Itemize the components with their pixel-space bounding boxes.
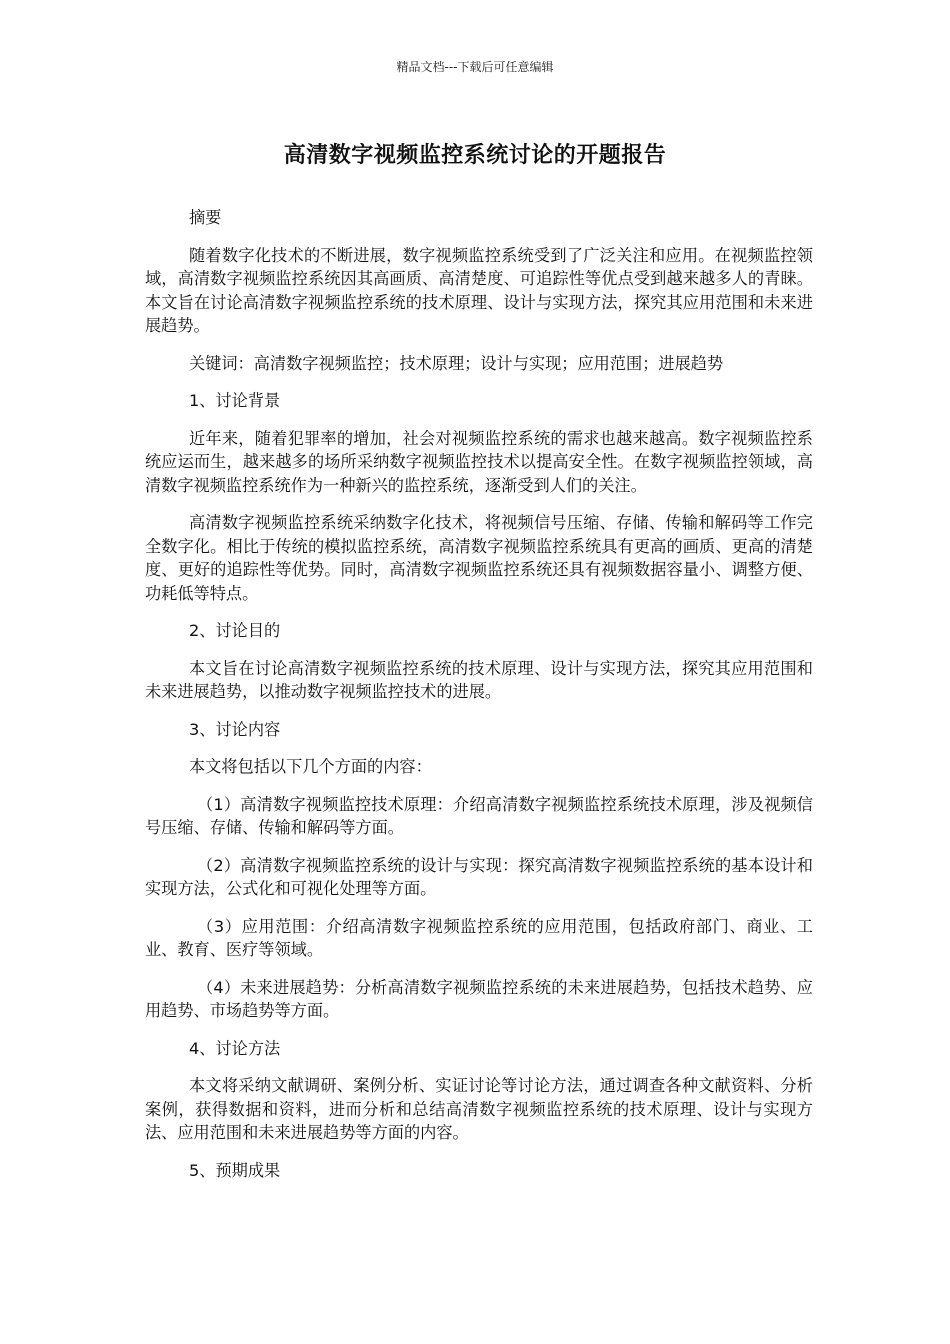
background-paragraph-1: 近年来，随着犯罪率的增加，社会对视频监控系统的需求也越来越高。数字视频监控系统应运而生，越来越多的场所采纳数字视频监控技术以提高安全性。在数字视频监控领域，高清数字视频监控系统作为一种新兴的监控系统，逐渐受到人们的关注。 (145, 428, 813, 495)
section-heading-method: 4、讨论方法 (189, 1038, 281, 1058)
abstract-paragraph: 随着数字化技术的不断进展，数字视频监控系统受到了广泛关注和应用。在视频监控领域，高清数字视频监控系统因其高画质、高清楚度、可追踪性等优点受到越来越多人的青睐。本文旨在讨论高清数字视频监控系统的技术原理、设计与实现方法，探究其应用范围和未来进展趋势。 (145, 245, 813, 335)
content-item-4: （4）未来进展趋势：分析高清数字视频监控系统的未来进展趋势，包括技术趋势、应用趋势、市场趋势等方面。 (145, 977, 813, 1020)
section-heading-background: 1、讨论背景 (189, 391, 281, 410)
content-item-2: （2）高清数字视频监控系统的设计与实现：探究高清数字视频监控系统的基本设计和实现方法，公式化和可视化处理等方面。 (145, 855, 813, 898)
purpose-paragraph: 本文旨在讨论高清数字视频监控系统的技术原理、设计与实现方法，探究其应用范围和未来进展趋势，以推动数字视频监控技术的进展。 (145, 658, 813, 701)
method-paragraph: 本文将采纳文献调研、案例分析、实证讨论等讨论方法，通过调查各种文献资料、分析案例，获得数据和资料，进而分析和总结高清数字视频监控系统的技术原理、设计与实现方法、应用范围和未来进展趋势等方面的内容。 (145, 1076, 813, 1142)
content-item-3: （3）应用范围：介绍高清数字视频监控系统的应用范围，包括政府部门、商业、工业、教育、医疗等领域。 (145, 916, 813, 959)
abstract-heading: 摘要 (189, 208, 222, 227)
header-note: 精品文档---下载后可任意编辑 (396, 60, 554, 74)
keywords: 关键词：高清数字视频监控；技术原理；设计与实现；应用范围；进展趋势 (189, 353, 724, 373)
document-body (145, 206, 813, 1196)
background-paragraph-2: 高清数字视频监控系统采纳数字化技术，将视频信号压缩、存储、传输和解码等工作完全数字化。相比于传统的模拟监控系统，高清数字视频监控系统具有更高的画质、更高的清楚度、更好的追踪性等优势。同时，高清数字视频监控系统还具有视频数据容量小、调整方便、功耗低等特点。 (145, 513, 813, 603)
page-title: 高清数字视频监控系统讨论的开题报告 (283, 143, 667, 168)
section-heading-content: 3、讨论内容 (189, 719, 281, 739)
section-heading-purpose: 2、讨论目的 (189, 621, 281, 640)
content-item-1: （1）高清数字视频监控技术原理：介绍高清数字视频监控系统技术原理，涉及视频信号压缩、存储、传输和解码等方面。 (145, 794, 813, 837)
content-intro: 本文将包括以下几个方面的内容： (189, 757, 432, 776)
section-heading-outcomes: 5、预期成果 (189, 1160, 281, 1180)
